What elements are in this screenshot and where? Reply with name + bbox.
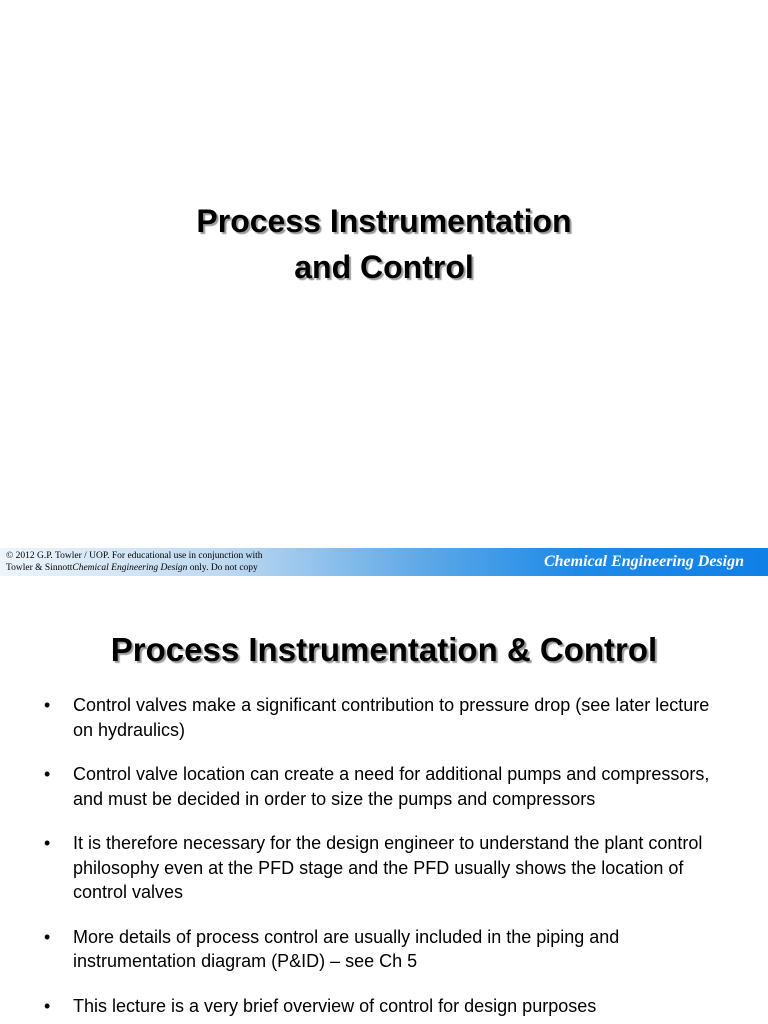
bullet-marker: • [44,926,51,947]
bullet-item [0,693,768,742]
bullet-item [0,994,768,1019]
bullet-text: Control valves make a significant contribution to pressure drop (see later lecture on hydraulics) [73,695,710,740]
content-slide [0,576,768,1024]
content-slide-heading: Process Instrumentation & Control [110,631,658,668]
copyright-authors: Towler & Sinnott [6,563,73,573]
copyright-notice: only. Do not copy [187,563,258,573]
copyright-line-1: © 2012 G.P. Towler / UOP. For educational use in conjunction with [6,551,263,561]
bullet-marker: • [44,995,51,1016]
title-slide-heading [0,198,768,290]
copyright-book-title: Chemical Engineering Design [72,563,188,573]
bullet-text: It is therefore necessary for the design engineer to understand the plant control philosophy even at the PFD stage and the PFD usually shows the location of control valves [73,833,703,902]
bullet-text: This lecture is a very brief overview of control for design purposes [73,995,597,1016]
copyright-line-2 [6,562,306,574]
footer-copyright [6,550,306,574]
title-line-1: Process Instrumentation [196,203,572,239]
bullet-marker: • [44,833,51,853]
bullet-text: Control valve location can create a need for additional pumps and compressors, and must be decided in order to size the pumps and compressors [73,764,710,809]
bullet-item [0,925,768,974]
bullet-list [0,693,768,1024]
bullet-marker: • [44,695,51,715]
footer-brand: Chemical Engineering Design [543,553,744,570]
bullet-item [0,831,768,905]
title-line-2: and Control [294,249,474,285]
bullet-item [0,762,768,811]
bullet-marker: • [44,764,51,784]
bullet-text: More details of process control are usually included in the piping and instrumentation diagram (P&ID) – see Ch 5 [73,926,620,971]
footer-bar [0,548,768,576]
